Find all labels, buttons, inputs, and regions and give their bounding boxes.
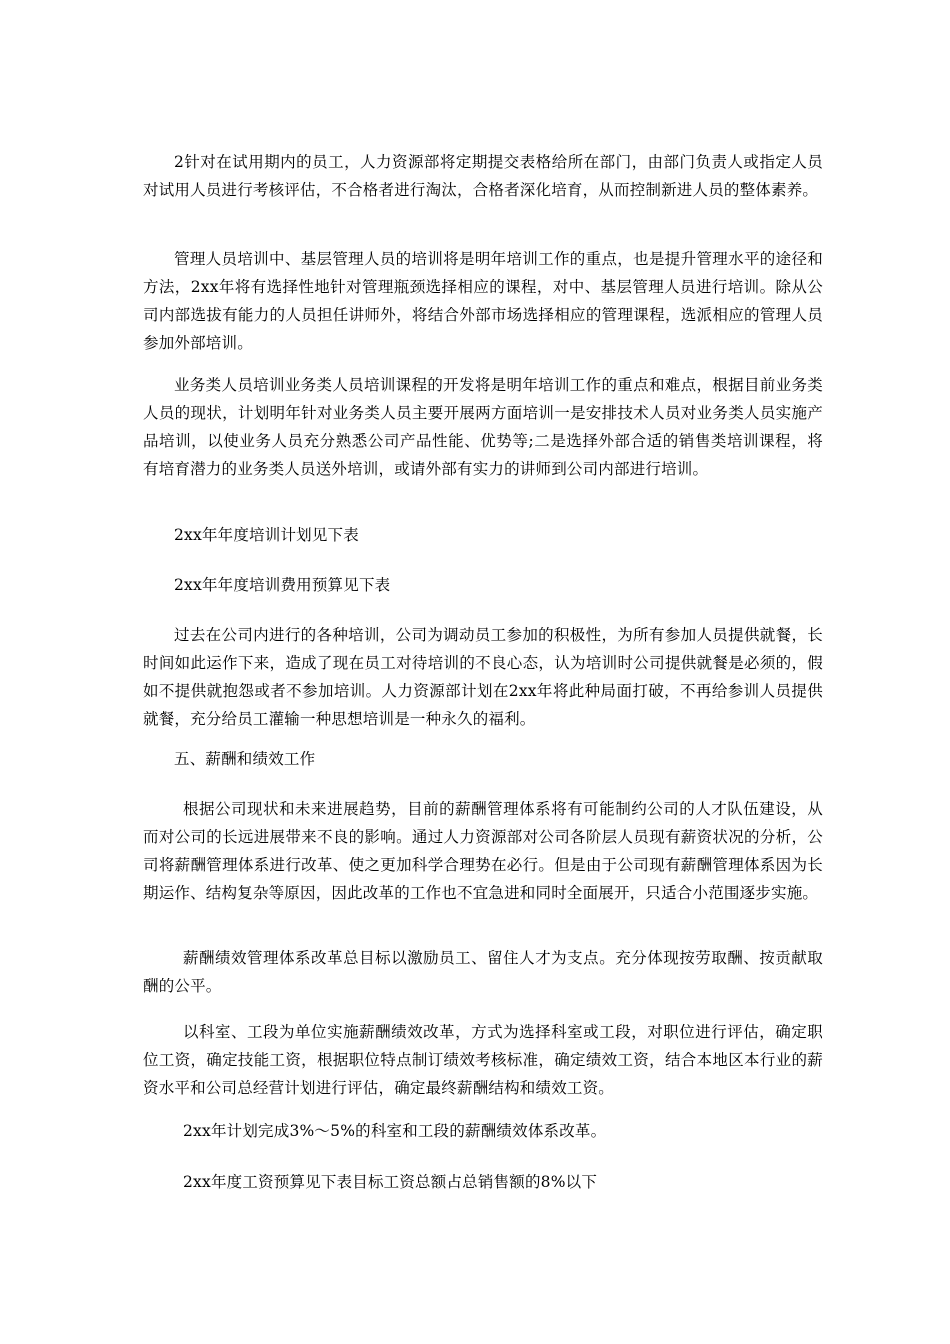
paragraph-training-plan-note: 2xx年年度培训计划见下表 [174,526,359,544]
paragraph-management-training: 管理人员培训中、基层管理人员的培训将是明年培训工作的重点，也是提升管理水平的途径和方法，2xx年将有选择性地针对管理瓶颈选择相应的课程，对中、基层管理人员进行培训。除从公司内部选拔有能力的人员担任讲师外，将结合外部市场选择相应的管理课程，选派相应的管理人员参加外部培训。 [143,250,823,352]
paragraph-reform-method: 以科室、工段为单位实施薪酬绩效改革，方式为选择科室或工段，对职位进行评估，确定职位工资，确定技能工资，根据职位特点制订绩效考核标准，确定绩效工资，结合本地区本行业的薪资水平和公司总经营计划进行评估，确定最终薪酬结构和绩效工资。 [143,1023,823,1097]
paragraph-sales-training: 业务类人员培训业务类人员培训课程的开发将是明年培训工作的重点和难点，根据目前业务类人员的现状，计划明年针对业务类人员主要开展两方面培训一是安排技术人员对业务类人员实施产品培训，以使业务人员充分熟悉公司产品性能、优势等;二是选择外部合适的销售类培训课程，将有培育潜力的业务类人员送外培训，或请外部有实力的讲师到公司内部进行培训。 [143,376,823,478]
paragraph-probation-review: 2针对在试用期内的员工，人力资源部将定期提交表格给所在部门，由部门负责人或指定人员对试用人员进行考核评估，不合格者进行淘汰，合格者深化培育，从而控制新进人员的整体素养。 [143,153,823,199]
paragraph-meal-policy: 过去在公司内进行的各种培训，公司为调动员工参加的积极性，为所有参加人员提供就餐，长时间如此运作下来，造成了现在员工对待培训的不良心态，认为培训时公司提供就餐是必须的，假如不提供就抱怨或者不参加培训。人力资源部计划在2xx年将此种局面打破，不再给参训人员提供就餐，充分给员工灌输一种思想培训是一种永久的福利。 [143,626,823,728]
section-heading-compensation: 五、薪酬和绩效工作 [174,750,316,768]
paragraph-compensation-reform: 根据公司现状和未来进展趋势，目前的薪酬管理体系将有可能制约公司的人才队伍建设，从而对公司的长远进展带来不良的影响。通过人力资源部对公司各阶层人员现有薪资状况的分析，公司将薪酬管理体系进行改革、使之更加科学合理势在必行。但是由于公司现有薪酬管理体系因为长期运作、结构复杂等原因，因此改革的工作也不宜急进和同时全面展开，只适合小范围逐步实施。 [143,800,823,902]
paragraph-wage-budget-note: 2xx年度工资预算见下表目标工资总额占总销售额的8%以下 [183,1173,598,1191]
paragraph-training-budget-note: 2xx年年度培训费用预算见下表 [174,576,391,594]
paragraph-reform-goal: 薪酬绩效管理体系改革总目标以激励员工、留住人才为支点。充分体现按劳取酬、按贡献取酬的公平。 [143,949,823,995]
paragraph-reform-target: 2xx年计划完成3%～5%的科室和工段的薪酬绩效体系改革。 [183,1122,607,1140]
